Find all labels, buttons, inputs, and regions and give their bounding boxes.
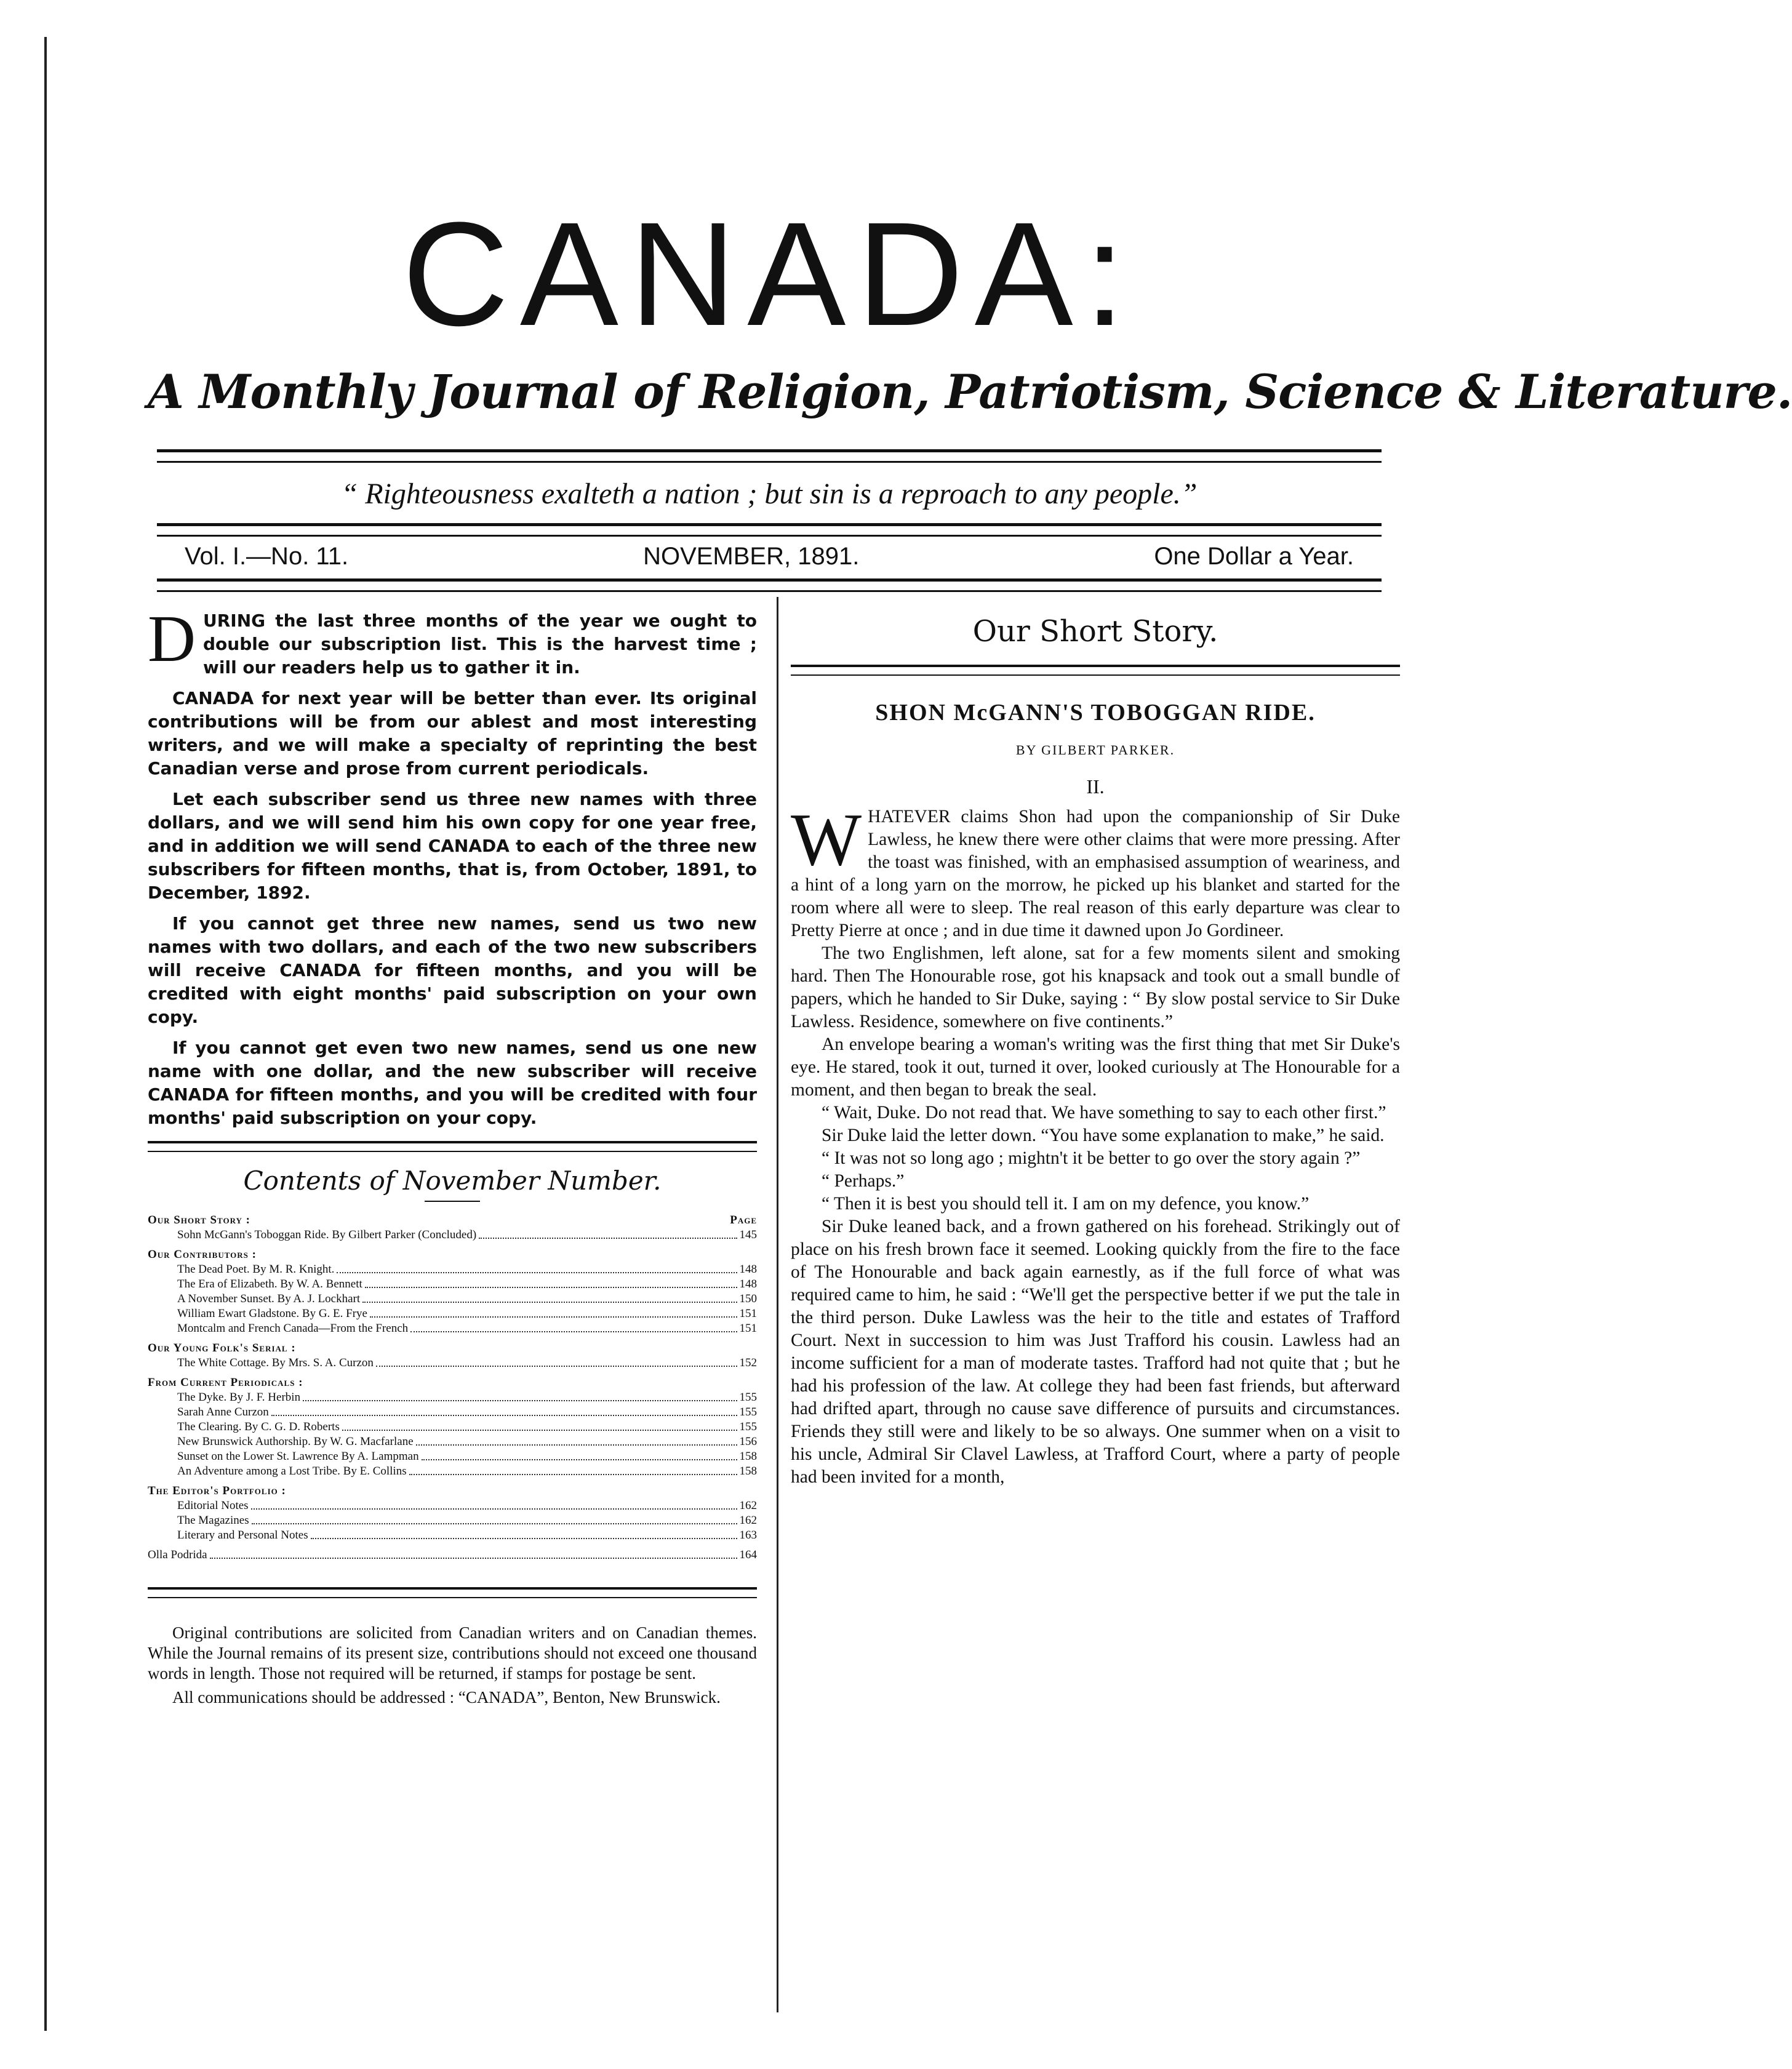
toc-entry[interactable]: The Clearing. By C. G. D. Roberts 155 <box>177 1420 757 1433</box>
toc-entry[interactable]: Montcalm and French Canada—From the French 151 <box>177 1322 757 1335</box>
journal-subtitle: A Monthly Journal of Religion, Patriotism, Science & Literature. <box>148 364 1792 419</box>
column-divider <box>777 597 778 2012</box>
toc-entry[interactable]: Sunset on the Lower St. Lawrence By A. Lampman 158 <box>177 1450 757 1463</box>
toc-entry[interactable]: New Brunswick Authorship. By W. G. Macfarlane 156 <box>177 1435 757 1448</box>
story-paragraph: The two Englishmen, left alone, sat for a few moments silent and smoking hard. Then The Honourable rose, got his knapsack and took out a small bundle of papers, which he handed to Sir Duke, saying : “ By slow postal service to Sir Duke Lawless. Residence, somewhere on five continents.” <box>791 943 1400 1031</box>
story-body <box>791 798 1400 1489</box>
toc-section: Our Contributors : <box>148 1248 257 1261</box>
issue-line <box>185 543 1354 570</box>
notice-paragraph: DURING the last three months of the year we ought to double our subscription list. This is the harvest time ; will our readers help us to gather it in. <box>148 602 757 678</box>
page-column-label: Page <box>730 1214 757 1227</box>
toc-section: Our Young Folk's Serial : <box>148 1342 296 1355</box>
section-rule <box>791 665 1400 676</box>
toc-entry[interactable]: Olla Podrida 164 <box>148 1548 757 1561</box>
story-paragraph: Sir Duke laid the letter down. “You have some explanation to make,” he said. <box>822 1126 1385 1145</box>
journal-title: CANADA: <box>402 191 1137 356</box>
story-paragraph: “ It was not so long ago ; mightn't it be better to go over the story again ?” <box>822 1148 1361 1168</box>
toc-entry[interactable]: The Magazines 162 <box>177 1514 757 1527</box>
section-rule <box>148 1141 757 1152</box>
contents-title: Contents of November Number. <box>243 1166 662 1196</box>
toc-entry[interactable]: Editorial Notes 162 <box>177 1499 757 1512</box>
story-author: BY GILBERT PARKER. <box>1015 742 1175 758</box>
issue-date: NOVEMBER, 1891. <box>643 543 860 570</box>
footer-paragraph: Original contributions are solicited from Canadian writers and on Canadian themes. While the Journal remains of its present size, contributions should not exceed one thousand words in length. Those not required will be returned, if stamps for postage be sent. <box>148 1623 757 1683</box>
toc-entry[interactable]: A November Sunset. By A. J. Lockhart 150 <box>177 1292 757 1305</box>
margin-line <box>44 37 47 2031</box>
toc-entry[interactable]: Literary and Personal Notes 163 <box>177 1529 757 1542</box>
toc-entry[interactable]: The Era of Elizabeth. By W. A. Bennett 148 <box>177 1278 757 1291</box>
notice-paragraph: If you cannot get three new names, send us two new names with two dollars, and each of the two new subscribers will receive CANADA for fifteen months, and you will be credited with eight months' paid subscription on your own copy. <box>148 913 757 1027</box>
drop-cap: D <box>148 602 196 676</box>
left-column <box>148 602 757 1711</box>
notice-paragraph: CANADA for next year will be better than ever. Its original contributions will be from our ablest and most interesting writers, and we will make a specialty of reprinting the best Canadian verse and prose from current periodicals. <box>148 688 757 778</box>
story-paragraph: “ Perhaps.” <box>822 1171 905 1191</box>
contributor-notice <box>148 1623 757 1708</box>
right-column <box>791 609 1400 1489</box>
story-title: SHON McGANN'S TOBOGGAN RIDE. <box>875 700 1316 726</box>
chapter-number: II. <box>1086 775 1105 798</box>
subscription-notice <box>148 602 757 1130</box>
toc-entry[interactable]: An Adventure among a Lost Tribe. By E. Collins 158 <box>177 1465 757 1478</box>
story-paragraph: “ Then it is best you should tell it. I am on my defence, you know.” <box>822 1194 1310 1214</box>
toc-entry[interactable]: The Dead Poet. By M. R. Knight. 148 <box>177 1263 757 1276</box>
toc-entry[interactable]: Sohn McGann's Toboggan Ride. By Gilbert Parker (Concluded) 145 <box>177 1228 757 1241</box>
story-paragraph: “ Wait, Duke. Do not read that. We have something to say to each other first.” <box>822 1103 1386 1123</box>
notice-paragraph: If you cannot get even two new names, send us one new name with one dollar, and the new subscriber will receive CANADA for fifteen months, and you will be credited with four months' paid subscription on your copy. <box>148 1038 757 1128</box>
toc-section: Our Short Story : Page <box>148 1214 757 1227</box>
toc-entry[interactable]: The White Cottage. By Mrs. S. A. Curzon 152 <box>177 1356 757 1369</box>
table-of-contents <box>148 1213 757 1563</box>
story-paragraph: An envelope bearing a woman's writing was the first thing that met Sir Duke's eye. He stared, took it out, turned it over, looked curiously at The Honourable for a moment, and then began to break the seal. <box>791 1034 1400 1100</box>
masthead <box>148 191 1792 419</box>
subscription-price: One Dollar a Year. <box>1154 543 1354 570</box>
story-paragraph: Sir Duke leaned back, and a frown gathered on his forehead. Strikingly out of place on his fresh brown face it seemed. Looking quickly from the fire to the face of The Honourable and back again earnestly, as if the full force of what was required came to him, he said : “We'll get the perspective better if we put the tale in the third person. Duke Lawless was the heir to the title and estates of Trafford Court. Next in succession to him was Just Trafford his cousin. Lawless had an income sufficient for a man of moderate tastes. Trafford had not quite that ; but he had his profession of the law. At college they had been fast friends, but afterward had drifted apart, through no cause save difference of pursuits and circumstances. Friends they still were and likely to be so always. One summer when on a visit to his uncle, Admiral Sir Clavel Lawless, at Trafford Court, where a party of people had been invited for a month, <box>791 1217 1400 1487</box>
short-rule <box>425 1201 480 1202</box>
toc-entry[interactable]: The Dyke. By J. F. Herbin 155 <box>177 1391 757 1404</box>
rule-issue-top <box>157 523 1382 537</box>
motto: “ Righteousness exalteth a nation ; but sin is a reproach to any people.” <box>341 478 1198 510</box>
notice-paragraph: Let each subscriber send us three new names with three dollars, and we will send him his own copy for one year free, and in addition we will send CANADA to each of the three new subscribers for fifteen months, that is, from October, 1891, to December, 1892. <box>148 789 757 903</box>
rule-issue-bottom <box>157 578 1382 592</box>
toc-entry[interactable]: William Ewart Gladstone. By G. E. Frye 151 <box>177 1307 757 1320</box>
volume-number: Vol. I.—No. 11. <box>185 543 349 570</box>
section-rule <box>148 1587 757 1598</box>
story-section-heading: Our Short Story. <box>972 614 1218 649</box>
toc-entry[interactable]: Sarah Anne Curzon 155 <box>177 1406 757 1419</box>
toc-section: From Current Periodicals : <box>148 1376 303 1389</box>
toc-section: The Editor's Portfolio : <box>148 1484 286 1497</box>
drop-cap: W <box>791 798 862 881</box>
story-paragraph: WHATEVER claims Shon had upon the companionship of Sir Duke Lawless, he knew there were other claims that were more pressing. After the toast was finished, with an emphasised assumption of weariness, and a hint of a long yarn on the morrow, he picked up his blanket and started for the room where all were to sleep. The real reason of this early departure was clear to Pretty Pierre at once ; and in due time it dawned upon Jo Gordineer. <box>791 798 1400 940</box>
rule-top <box>157 449 1382 463</box>
footer-paragraph: All communications should be addressed : “CANADA”, Benton, New Brunswick. <box>172 1688 721 1707</box>
